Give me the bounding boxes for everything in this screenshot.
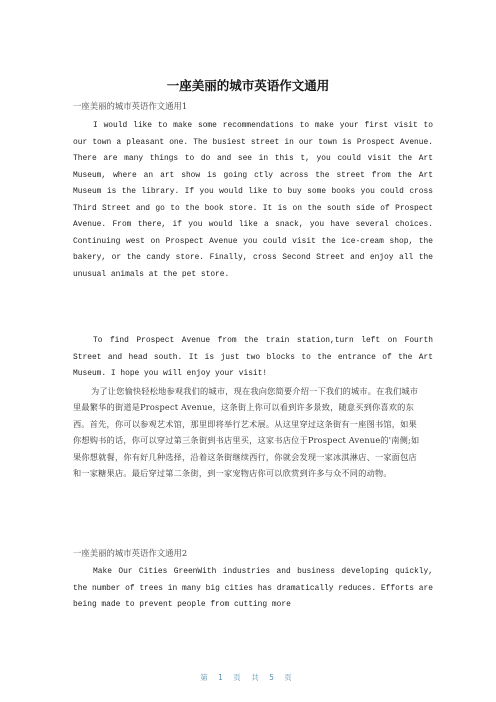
- section-heading-2: 一座美丽的城市英语作文通用2: [73, 548, 188, 558]
- page-footer: 第 1 页 共 5 页: [200, 673, 296, 682]
- document-title: 一座美丽的城市英语作文通用: [166, 78, 330, 93]
- english-paragraph-1: I would like to make some recommendations to make your first visit to our town a pleasant one. The busiest street in our town is Prospect Avenue. There are many things to do and see in this t, you could visit the Art Museum, where an art show is going ctly across the street from the Art Museum is the library. If you would like to buy some books you could cross Third Street and go to the book store. It is on the south side of Prospect Avenue. From there, if you would like a snack, you have several choices. Continuing west on Prospect Avenue you could visit the ice-cream shop, the bakery, or the candy store. Finally, cross Second Street and enjoy all the unusual animals at the pet store.: [73, 121, 433, 279]
- chinese-translation-paragraph: 为了让您愉快轻松地参观我们的城市，现在我向您简要介绍一下我们的城市。在我们城市里最繁华的街道是Prospect Avenue，这条街上你可以看到许多景致，随意买到你喜欢的东西。首先，你可以参观艺术馆，那里即将举行艺术展。从这里穿过这条街有一座图书馆，如果你想购书的话，你可以穿过第三条街到书店里买，这家书店位于Prospect Avenue的'南侧;如果你想就餐，你有好几种选择，沿着这条街继续西行，你就会发现一家冰淇淋店、一家面包店和一家糖果店。最后穿过第二条街，到一家宠物店你可以欣赏到许多与众不同的动物。: [73, 386, 420, 479]
- english-paragraph-2: To find Prospect Avenue from the train station,turn left on Fourth Street and head south. It is just two blocks to the entrance of the Art Museum. I hope you will enjoy your visit!: [73, 336, 433, 378]
- section-heading-1: 一座美丽的城市英语作文通用1: [73, 101, 188, 111]
- english-paragraph-3: Make Our Cities GreenWith industries and business developing quickly, the number of trees in many big cities has dramatically reduces. Efforts are being made to prevent people from cutting more: [73, 567, 433, 609]
